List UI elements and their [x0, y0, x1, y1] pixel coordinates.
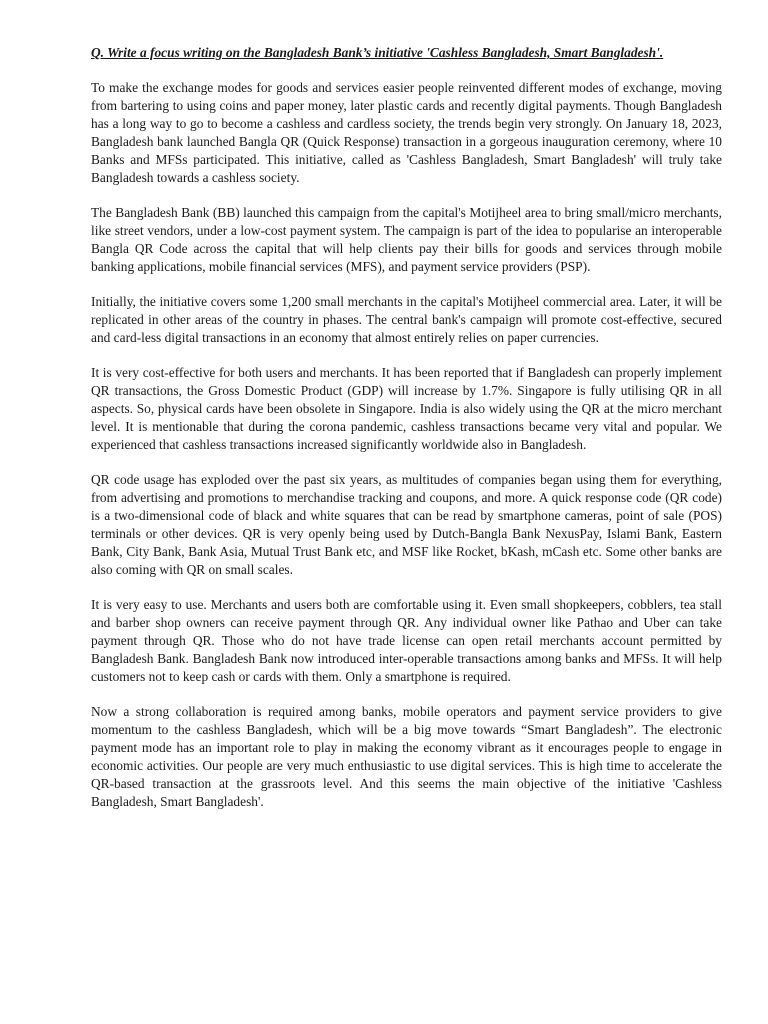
paragraph-qr-usage: QR code usage has exploded over the past six years, as multitudes of companies began using them for everything, from advertising and promotions to merchandise tracking and coupons, and more. A quick response code (QR code) is a two-dimensional code of black and white squares that can be read by smartphone cameras, point of sale (POS) terminals or other devices. QR is very openly being used by Dutch-Bangla Bank NexusPay, Islami Bank, Eastern Bank, City Bank, Bank Asia, Mutual Trust Bank etc, and MSF like Rocket, bKash, mCash etc. Some other banks are also coming with QR on small scales. [91, 472, 722, 577]
document-page [91, 44, 722, 828]
paragraph-conclusion: Now a strong collaboration is required among banks, mobile operators and payment service providers to give momentum to the cashless Bangladesh, which will be a big move towards “Smart Bangladesh”. The electronic payment mode has an important role to play in making the economy vibrant as it encourages people to engage in economic activities. Our people are very much enthusiastic to use digital services. This is high time to accelerate the QR-based transaction at the grassroots level. And this seems the main objective of the initiative 'Cashless Bangladesh, Smart Bangladesh'. [91, 704, 722, 809]
paragraph-initial-scope: Initially, the initiative covers some 1,200 small merchants in the capital's Motijheel commercial area. Later, it will be replicated in other areas of the country in phases. The central bank's campaign will promote cost-effective, secured and card-less digital transactions in an economy that almost entirely relies on paper currencies. [91, 294, 722, 345]
paragraph-campaign: The Bangladesh Bank (BB) launched this campaign from the capital's Motijheel area to bring small/micro merchants, like street vendors, under a low-cost payment system. The campaign is part of the idea to popularise an interoperable Bangla QR Code across the capital that will help clients pay their bills for goods and services through mobile banking applications, mobile financial services (MFS), and payment service providers (PSP). [91, 205, 722, 274]
paragraph-intro: To make the exchange modes for goods and services easier people reinvented different modes of exchange, moving from bartering to using coins and paper money, later plastic cards and recently digital payments. Though Bangladesh has a long way to go to become a cashless and cardless society, the trends begin very strongly. On January 18, 2023, Bangladesh bank launched Bangla QR (Quick Response) transaction in a gorgeous inauguration ceremony, where 10 Banks and MFSs participated. This initiative, called as 'Cashless Bangladesh, Smart Bangladesh' will truly take Bangladesh towards a cashless society. [91, 80, 722, 185]
paragraph-easy-to-use: It is very easy to use. Merchants and users both are comfortable using it. Even small shopkeepers, cobblers, tea stall and barber shop owners can receive payment through QR. Any individual owner like Pathao and Uber can take payment through QR. Those who do not have trade license can open retail merchants account permitted by Bangladesh Bank. Bangladesh Bank now introduced inter-operable transactions among banks and MFSs. It will help customers not to keep cash or cards with them. Only a smartphone is required. [91, 597, 722, 684]
question-heading: Q. Write a focus writing on the Bangladesh Bank’s initiative 'Cashless Bangladesh, Smart Bangladesh'. [91, 45, 664, 60]
paragraph-cost-effective: It is very cost-effective for both users and merchants. It has been reported that if Bangladesh can properly implement QR transactions, the Gross Domestic Product (GDP) will increase by 1.7%. Singapore is fully utilising QR in all aspects. So, physical cards have been obsolete in Singapore. India is also widely using the QR at the micro merchant level. It is mentionable that during the corona pandemic, cashless transactions became very vital and popular. We experienced that cashless transactions increased significantly worldwide also in Bangladesh. [91, 365, 722, 452]
